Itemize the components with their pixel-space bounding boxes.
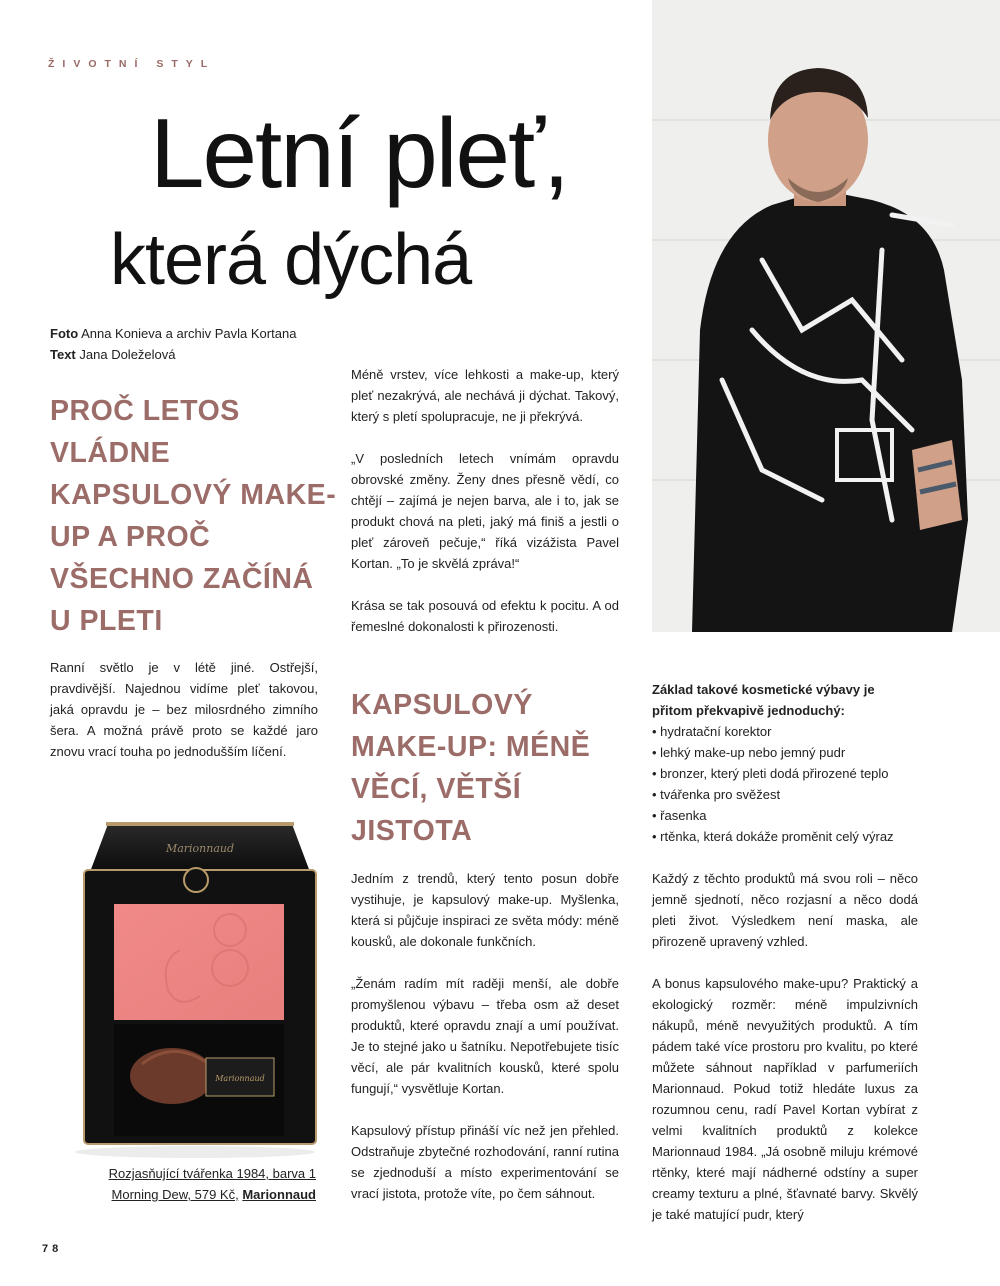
paragraph: Jedním z trendů, který tento posun dobře vystihuje, je kapsulový make-up. Myšlenka, která si půjčuje inspiraci ze světa módy: méně kousků, ale dokonale funkčních.: [351, 871, 619, 949]
paragraph: Každý z těchto produktů má svou roli – něco jemně sjednotí, něco rozjasní a něco dodá pleti život. Výsledkem není maska, ale přirozeně upravený vzhled.: [652, 871, 918, 949]
text-credit: Jana Doleželová: [79, 347, 176, 362]
paragraph: „V posledních letech vnímám opravdu obrovské změny. Ženy dnes přesně vědí, co chtějí – zajímá je nejen barva, ale i to, jak se produkt chová na pleti, jaký má finiš a jestli o pleť zároveň pečuje,“ říká vizážista Pavel Kortan. „To je skvělá zpráva!“: [351, 451, 619, 571]
credits: [50, 323, 296, 365]
right-column: [652, 679, 918, 1225]
list-item: • lehký make-up nebo jemný pudr: [652, 742, 918, 763]
caption-text: Rozjasňující tvářenka 1984, barva 1 Morning Dew, 579 Kč,: [108, 1166, 316, 1202]
blush-compact-illustration: [60, 800, 330, 1160]
list-item: • hydratační korektor: [652, 721, 918, 742]
paragraph: Méně vrstev, více lehkosti a make-up, který pleť nezakrývá, ale nechává ji dýchat. Takový, který s pletí spolupracuje, ne ji překrývá.: [351, 367, 619, 424]
middle-column-top: [351, 364, 619, 637]
section-heading: KAPSULOVÝ MAKE-UP: MÉNĚ VĚCÍ, VĚTŠÍ JISTOTA: [351, 689, 591, 847]
intro-paragraph: [50, 657, 318, 762]
list-item: • rtěnka, která dokáže proměnit celý výraz: [652, 826, 918, 847]
product-caption: [60, 1163, 316, 1205]
headline-line-1: Letní pleť,: [150, 98, 568, 208]
photo-credit: Anna Konieva a archiv Pavla Kortana: [81, 326, 297, 341]
compact-brand-text: Marionnaud: [165, 842, 235, 855]
essentials-list: [652, 721, 918, 847]
caption-brand: Marionnaud: [242, 1187, 316, 1202]
middle-column-bottom: [351, 868, 619, 1204]
section-label: ŽIVOTNÍ STYL: [48, 58, 216, 70]
list-item: • bronzer, který pleti dodá přirozené teplo: [652, 763, 918, 784]
intro-text: Ranní světlo je v létě jiné. Ostřejší, pravdivější. Najednou vidíme pleť takovou, jaká opravdu je – bez milosrdného zimního šera. A možná právě proto se každé jaro znovu vrací touha po jednodušším líčení.: [50, 660, 318, 759]
list-intro: Základ takové kosmetické výbavy je přitom překvapivě jednoduchý:: [652, 682, 875, 718]
paragraph: Krása se tak posouvá od efektu k pocitu. A od řemeslné dokonalosti k přirozenosti.: [351, 598, 619, 634]
paragraph: „Ženám radím mít raději menší, ale dobře promyšlenou výbavu – třeba osm až deset produktů, které opravdu znají a umí používat. Je to stejné jako u šatníku. Nepotřebujete tisíc věcí, ale pár kvalitních kousků, které spolu fungují,“ vysvětluje Kortan.: [351, 976, 619, 1096]
brush-brand-text: Marionnaud: [215, 1074, 265, 1083]
portrait-photo: [652, 0, 1000, 632]
text-credit-label: Text: [50, 347, 76, 362]
list-item: • tvářenka pro svěžest: [652, 784, 918, 805]
paragraph: Kapsulový přístup přináší víc než jen přehled. Odstraňuje zbytečné rozhodování, ranní rutina se zjednoduší a místo experimentování se vrací jistota, protože víte, po čem sáhnout.: [351, 1123, 619, 1201]
lead-heading: PROČ LETOS VLÁDNE KAPSULOVÝ MAKE-UP A PROČ VŠECHNO ZAČÍNÁ U PLETI: [50, 395, 337, 637]
photo-credit-label: Foto: [50, 326, 79, 341]
paragraph: A bonus kapsulového make-upu? Praktický a ekologický rozměr: méně impulzivních nákupů, méně nevyužitých produktů. A tím pádem také více prostoru pro kvalitu, po které můžete sáhnout například v parfumeriích Marionnaud. Pokud totiž hledáte luxus za rozumnou cenu, radí Pavel Kortan vybírat z velmi kvalitních produktů z kolekce Marionnaud 1984. „Já osobně miluju krémové rtěnky, které mají nádherné odstíny a super creamy texturu a plné, šťavnaté barvy. Skvělý je také matující pudr, který: [652, 976, 918, 1222]
portrait-illustration: [652, 0, 1000, 632]
headline-line-2: která dýchá: [110, 220, 472, 300]
page-number: 78: [42, 1243, 63, 1255]
blush-product-image: [60, 800, 330, 1160]
list-item: • řasenka: [652, 805, 918, 826]
